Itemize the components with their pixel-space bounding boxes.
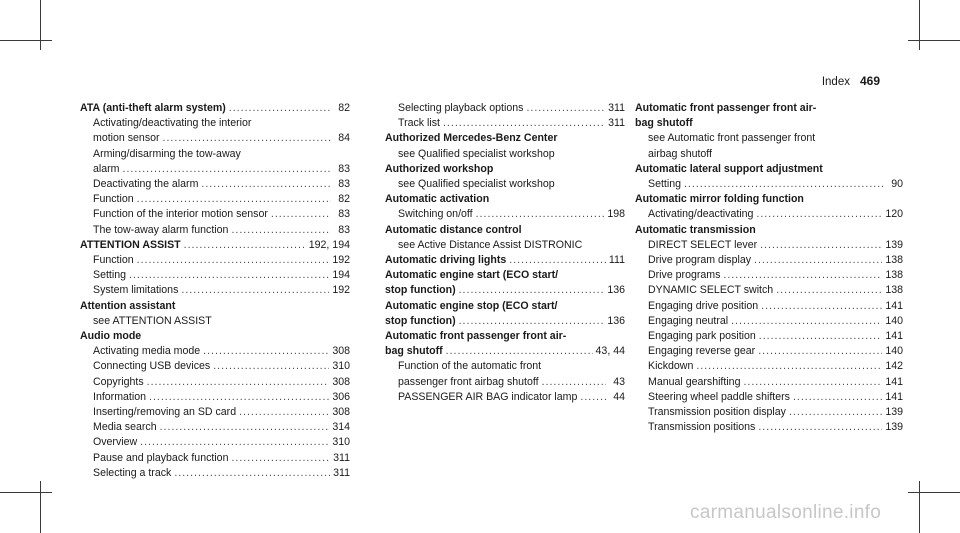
sub-entry: Connecting USB devices ..... 310 bbox=[80, 359, 350, 374]
sub-entry: Kickdown ..... 142 bbox=[635, 359, 903, 374]
page-number: 469 bbox=[859, 74, 880, 88]
see-reference: see Active Distance Assist DISTRONIC bbox=[398, 238, 583, 251]
index-entry-airbag-shutoff-cont: bag shutoff bbox=[635, 117, 693, 130]
sub-entry: Pause and playback function ..... 311 bbox=[80, 451, 350, 466]
index-entry-engine-stop: Automatic engine stop (ECO start/ bbox=[385, 299, 558, 312]
index-entry-engine-start-cont: stop function) ..... 136 bbox=[385, 283, 625, 298]
index-entry-lateral-support: Automatic lateral support adjustment bbox=[635, 162, 823, 175]
see-reference-cont: airbag shutoff bbox=[648, 147, 713, 160]
index-entry-automatic-activation: Automatic activation bbox=[385, 193, 490, 206]
see-reference: see Qualified specialist workshop bbox=[398, 178, 555, 191]
sub-entry: Selecting playback options ..... 311 bbox=[385, 101, 625, 116]
sub-entry: Setting ..... 194 bbox=[80, 268, 350, 283]
index-entry-attention-assistant: Attention assistant bbox=[80, 299, 176, 312]
see-reference: see Qualified specialist workshop bbox=[398, 147, 555, 160]
crop-mark bbox=[40, 481, 41, 533]
sub-entry: Function of the interior motion sensor ..... 83 bbox=[80, 207, 350, 222]
index-entry-audio-mode: Audio mode bbox=[80, 330, 142, 343]
index-entry-authorized-workshop: Authorized workshop bbox=[385, 162, 494, 175]
sub-entry: DYNAMIC SELECT switch ..... 138 bbox=[635, 283, 903, 298]
index-entry-engine-stop-cont: stop function) ..... 136 bbox=[385, 314, 625, 329]
index-entry-automatic-transmission: Automatic transmission bbox=[635, 223, 756, 236]
sub-entry: Engaging reverse gear ..... 140 bbox=[635, 344, 903, 359]
index-entry-attention-assist: ATTENTION ASSIST ..... 192, 194 bbox=[80, 238, 350, 253]
sub-entry: DIRECT SELECT lever ..... 139 bbox=[635, 238, 903, 253]
crop-mark bbox=[908, 492, 960, 493]
sub-entry: Function ..... 192 bbox=[80, 253, 350, 268]
index-entry-mirror-folding: Automatic mirror folding function bbox=[635, 193, 804, 206]
sub-entry: The tow-away alarm function ..... 83 bbox=[80, 223, 350, 238]
sub-entry: Inserting/removing an SD card ..... 308 bbox=[80, 405, 350, 420]
crop-mark bbox=[919, 0, 920, 50]
sub-entry: Setting ..... 90 bbox=[635, 177, 903, 192]
sub-entry: System limitations ..... 192 bbox=[80, 283, 350, 298]
index-entry-airbag-shutoff: Automatic front passenger front air- bbox=[385, 330, 567, 343]
sub-entry: Function of the automatic front passenger front airbag shutoff ..... 43 bbox=[385, 359, 625, 389]
index-entry-distance-control: Automatic distance control bbox=[385, 223, 522, 236]
sub-entry: Activating media mode ..... 308 bbox=[80, 344, 350, 359]
sub-entry: PASSENGER AIR BAG indicator lamp ..... 44 bbox=[385, 390, 625, 405]
sub-entry: Engaging neutral ..... 140 bbox=[635, 314, 903, 329]
index-entry-engine-start: Automatic engine start (ECO start/ bbox=[385, 269, 559, 282]
sub-entry: Engaging drive position ..... 141 bbox=[635, 299, 903, 314]
index-entry-ata: ATA (anti-theft alarm system) ..... 82 bbox=[80, 101, 350, 116]
index-column-1 bbox=[80, 101, 350, 481]
index-column-3 bbox=[635, 101, 903, 435]
sub-entry: Track list ..... 311 bbox=[385, 116, 625, 131]
sub-entry: Overview ..... 310 bbox=[80, 435, 350, 450]
page-header bbox=[822, 74, 880, 88]
sub-entry: Deactivating the alarm ..... 83 bbox=[80, 177, 350, 192]
crop-mark bbox=[0, 492, 52, 493]
sub-entry: Media search ..... 314 bbox=[80, 420, 350, 435]
index-column-2 bbox=[385, 101, 625, 405]
crop-mark bbox=[0, 40, 52, 41]
crop-mark bbox=[40, 0, 41, 50]
crop-mark bbox=[908, 40, 960, 41]
index-entry-driving-lights: Automatic driving lights ..... 111 bbox=[385, 253, 625, 268]
sub-entry: Selecting a track ..... 311 bbox=[80, 466, 350, 481]
sub-entry: Transmission positions ..... 139 bbox=[635, 420, 903, 435]
sub-entry: Activating/deactivating the interior motion sensor ..... 84 bbox=[80, 116, 350, 146]
sub-entry: Arming/disarming the tow-away alarm ..... 83 bbox=[80, 147, 350, 177]
sub-entry: Drive program display ..... 138 bbox=[635, 253, 903, 268]
watermark: carmanualsonline.info bbox=[690, 502, 882, 523]
index-entry-airbag-shutoff: Automatic front passenger front air- bbox=[635, 102, 817, 114]
header-label: Index bbox=[821, 76, 850, 88]
sub-entry: Drive programs ..... 138 bbox=[635, 268, 903, 283]
crop-mark bbox=[919, 481, 920, 533]
sub-entry: Copyrights ..... 308 bbox=[80, 375, 350, 390]
sub-entry: Manual gearshifting ..... 141 bbox=[635, 375, 903, 390]
index-entry-authorized-center: Authorized Mercedes-Benz Center bbox=[385, 132, 558, 145]
sub-entry: Switching on/off ..... 198 bbox=[385, 207, 625, 222]
sub-entry: Function ..... 82 bbox=[80, 192, 350, 207]
sub-entry: Information ..... 306 bbox=[80, 390, 350, 405]
see-reference: see ATTENTION ASSIST bbox=[93, 314, 212, 327]
see-reference: see Automatic front passenger front bbox=[648, 132, 816, 145]
sub-entry: Steering wheel paddle shifters ..... 141 bbox=[635, 390, 903, 405]
sub-entry: Transmission position display ..... 139 bbox=[635, 405, 903, 420]
sub-entry: Activating/deactivating ..... 120 bbox=[635, 207, 903, 222]
index-entry-airbag-shutoff-cont: bag shutoff ..... 43, 44 bbox=[385, 344, 625, 359]
sub-entry: Engaging park position ..... 141 bbox=[635, 329, 903, 344]
